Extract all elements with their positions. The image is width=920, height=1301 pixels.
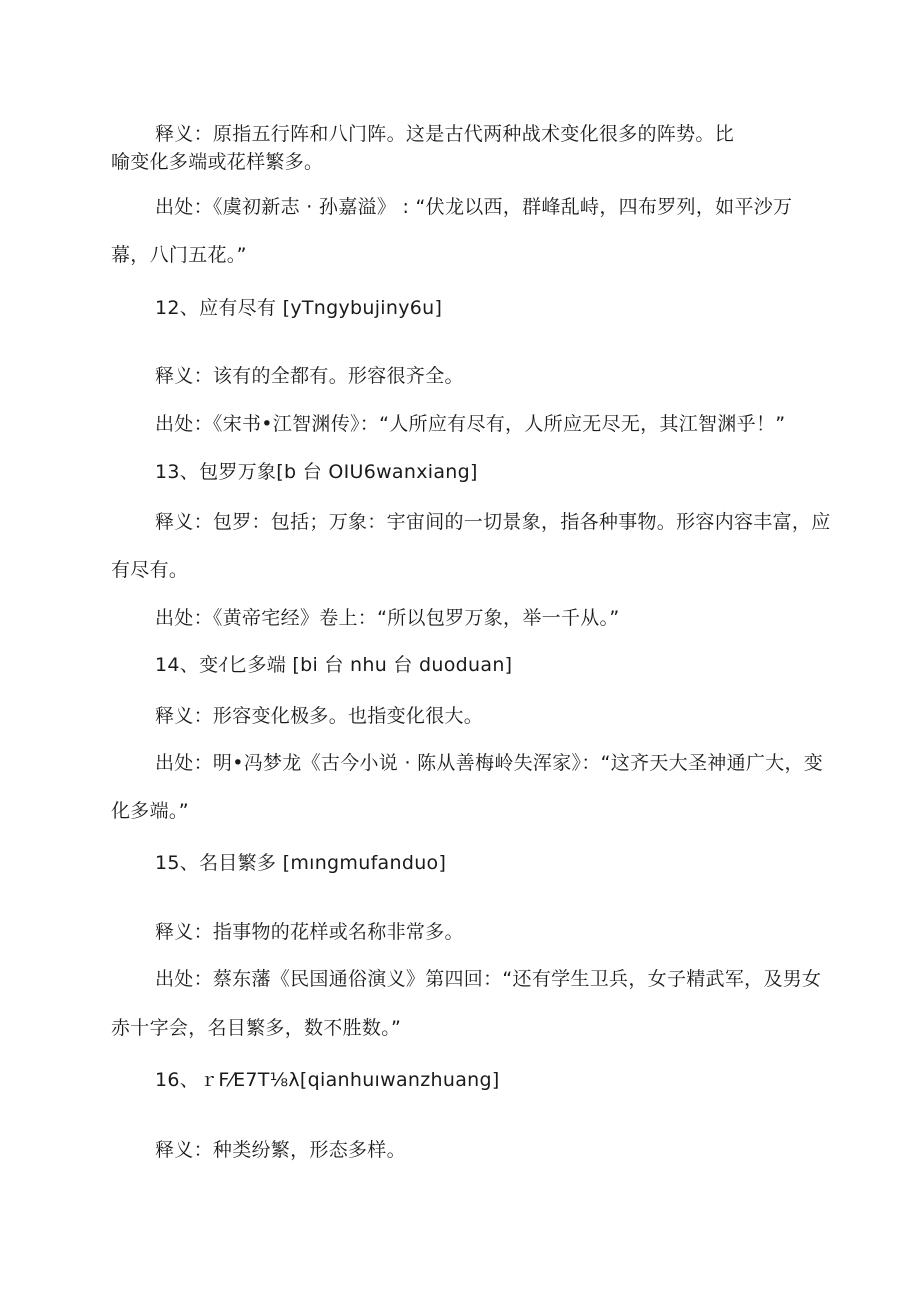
source-line: 出处：明•冯梦龙《古今小说 · 陈从善梅岭失浑家》：“这齐天大圣神通广大，变: [155, 752, 824, 774]
source-line: 赤十字会，名目繁多，数不胜数。”: [111, 1017, 402, 1039]
definition-line: 释义：原指五行阵和八门阵。这是古代两种战术变化很多的阵势。比: [155, 123, 735, 145]
definition-line: 喻变化多端或花样繁多。: [111, 151, 324, 173]
definition-line: 释义：指事物的花样或名称非常多。: [155, 921, 464, 943]
definition-line: 释义：形容变化极多。也指变化很大。: [155, 705, 484, 727]
idiom-heading: 12、应有尽有 [yTngybujiny6u]: [155, 297, 443, 319]
idiom-heading: 15、名目繁多 [mıngmufanduo]: [155, 852, 447, 874]
definition-line: 释义：包罗：包括；万象：宇宙间的一切景象，指各种事物。形容内容丰富，应: [155, 511, 831, 533]
definition-line: 有尽有。: [111, 559, 189, 581]
source-line: 出处：《宋书•江智渊传》：“人所应有尽有，人所应无尽无，其江智渊乎！”: [155, 413, 786, 435]
definition-line: 释义：种类纷繁，形态多样。: [155, 1139, 406, 1161]
idiom-heading: 16、ｒF⁄E7T⅛λ[qianhuıwanzhuang]: [155, 1069, 500, 1091]
source-line: 出处：《虞初新志 · 孙嘉溢》 : “伏龙以西，群峰乱峙，四布罗列，如平沙万: [155, 196, 793, 218]
idiom-heading: 13、包罗万象[b 台 OIU6wanxiang]: [155, 461, 478, 483]
idiom-heading: 14、变ｲ匕多端 [bi 台 nhu 台 duoduan]: [155, 654, 513, 676]
source-line: 出处：《黄帝宅经》卷上：“所以包罗万象，举一千从。”: [155, 607, 620, 629]
source-line: 化多端。”: [111, 800, 189, 822]
definition-line: 释义：该有的全都有。形容很齐全。: [155, 365, 464, 387]
source-line: 幕，八门五花。”: [111, 244, 247, 266]
source-line: 出处：蔡东藩《民国通俗演义》第四回：“还有学生卫兵，女子精武军，及男女: [155, 968, 822, 990]
